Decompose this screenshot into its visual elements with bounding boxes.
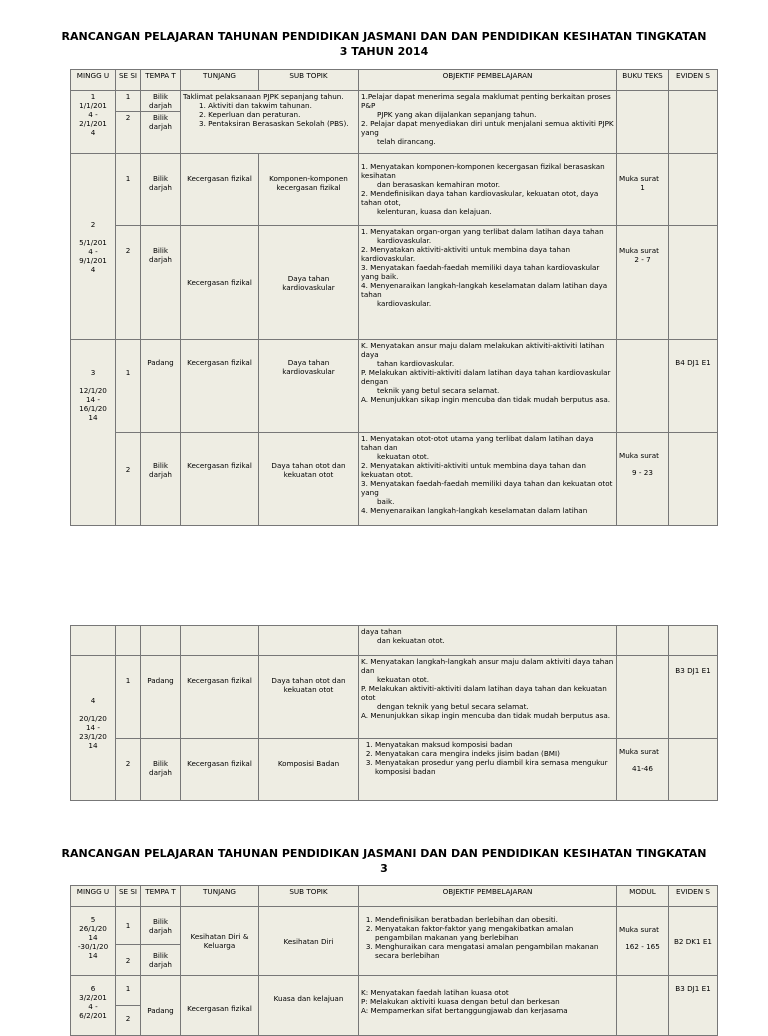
tempat-cell: Bilik darjah: [141, 433, 181, 526]
objektif-text: 2. Menyatakan aktiviti-aktiviti untuk membina daya tahan dan kekuatan otot.: [361, 461, 586, 479]
table-row: [71, 739, 718, 801]
tempat-cell: Bilik darjah: [141, 907, 181, 945]
buku-cell: [617, 739, 669, 801]
objektif-text: tahan kardiovaskular.: [377, 359, 455, 368]
tempat-cell: Bilik darjah: [141, 226, 181, 340]
objektif-text: K. Menyatakan langkah-langkah ansur maju dalam aktiviti daya tahan dan: [361, 657, 614, 675]
objektif-cell: [359, 626, 617, 656]
subtopik-cell: Daya tahan kardiovaskular: [259, 226, 359, 340]
subtopik-cell: Komponen-komponen kecergasan fizikal: [259, 154, 359, 226]
tempat-cell: Bilik darjah: [141, 154, 181, 226]
header-buku: BUKU TEKS: [617, 70, 669, 91]
header-eviden: EVIDEN S: [669, 886, 718, 907]
objektif-text: PJPK yang akan dijalankan sepanjang tahun.: [377, 110, 537, 119]
objektif-list: [361, 915, 614, 960]
week-date: 14: [88, 413, 98, 422]
week-date: 9/1/201: [79, 255, 107, 265]
week-cell: [71, 907, 116, 976]
objektif-text: kardiovaskular.: [377, 236, 432, 245]
objektif-text: K: Menyatakan faedah latihan kuasa otot: [361, 988, 509, 997]
week-cell: [71, 91, 116, 154]
header-modul: MODUL: [617, 886, 669, 907]
eviden-cell: [669, 626, 718, 656]
week-cell: [71, 656, 116, 801]
header-row: [71, 70, 718, 91]
table-row: [71, 976, 718, 1006]
sesi-cell: [116, 626, 141, 656]
week-date: 23/1/20: [79, 732, 107, 741]
tunjang-text: 3. Pentaksiran Berasaskan Sekolah (PBS).: [199, 119, 349, 128]
objektif-text: 4. Menyenaraikan langkah-langkah keselamatan dalam latihan daya tahan: [361, 281, 608, 299]
table-row: [71, 907, 718, 945]
modul-cell: [617, 907, 669, 976]
buku-cell: [617, 626, 669, 656]
modul-cell: [617, 976, 669, 1036]
header-subtopik: SUB TOPIK: [259, 886, 359, 907]
tunjang-text: 2. Keperluan dan peraturan.: [199, 110, 301, 119]
week-number: 6: [90, 984, 96, 993]
week-date: 4 -: [88, 246, 98, 256]
objektif-cell: [359, 91, 617, 154]
header-minggu: MINGG U: [71, 70, 116, 91]
week-date: 4 -: [88, 110, 98, 119]
objektif-cell: [359, 739, 617, 801]
header-sesi: SE SI: [116, 70, 141, 91]
sesi-cell: 1: [116, 656, 141, 739]
objektif-cell: [359, 976, 617, 1036]
subtopik-cell: Kesihatan Diri: [259, 907, 359, 976]
objektif-text: 1.Pelajar dapat menerima segala maklumat penting berkaitan proses P&P: [361, 92, 611, 110]
table-row: [71, 433, 718, 526]
week-number: 4: [90, 696, 96, 705]
objektif-text: P: Melakukan aktiviti kuasa dengan betul dan berkesan: [361, 997, 560, 1006]
sesi-cell: 1: [116, 907, 141, 945]
buku-cell: [617, 340, 669, 433]
table-row: [71, 91, 718, 112]
buku-cell: [617, 226, 669, 340]
tunjang-cell: Kesihatan Diri & Keluarga: [181, 907, 259, 976]
buku-page: 9 - 23: [632, 468, 653, 477]
week-date: 2/1/201: [79, 119, 107, 128]
tunjang-cell: [181, 91, 359, 154]
tunjang-cell: Kecergasan fizikal: [181, 340, 259, 433]
subtopik-cell: Daya tahan otot dan kekuatan otot: [259, 656, 359, 739]
sesi-cell: 1: [116, 154, 141, 226]
objektif-text: 4. Menyenaraikan langkah-langkah keselamatan dalam latihan: [361, 506, 588, 515]
week-date: 3/2/201: [79, 993, 107, 1002]
table-row: [71, 626, 718, 656]
list-item: 2. Menyatakan cara mengira indeks jisim badan (BMI): [375, 749, 614, 758]
tunjang-cell: Kecergasan fizikal: [181, 656, 259, 739]
buku-text: Muka surat: [619, 451, 659, 460]
objektif-text: 3. Menyatakan faedah-faedah memiliki daya tahan dan kekuatan otot yang: [361, 479, 613, 497]
tempat-cell: Bilik darjah: [141, 739, 181, 801]
title-line-1: RANCANGAN PELAJARAN TAHUNAN PENDIDIKAN JASMANI DAN DAN PENDIDIKAN KESIHATAN TINGKATAN: [61, 30, 707, 43]
objektif-text: baik.: [377, 497, 395, 506]
page-title: [60, 29, 708, 59]
subtopik-cell: Komposisi Badan: [259, 739, 359, 801]
buku-page: 1: [640, 183, 645, 192]
week-date: 16/1/20: [79, 404, 107, 413]
week-date: 14: [88, 741, 98, 750]
tempat-cell: Padang: [141, 976, 181, 1036]
lesson-plan-table-2: [70, 625, 718, 801]
table-row: [71, 154, 718, 226]
tempat-cell: Bilik darjah: [141, 112, 181, 154]
week-number: 5: [90, 915, 96, 924]
eviden-cell: [669, 91, 718, 154]
objektif-text: kelenturan, kuasa dan kelajuan.: [377, 207, 492, 216]
objektif-text: P. Melakukan aktiviti-aktiviti dalam latihan daya tahan kardiovaskular dengan: [361, 368, 611, 386]
week-cell: [71, 340, 116, 526]
buku-cell: [617, 656, 669, 739]
header-tempat: TEMPA T: [141, 886, 181, 907]
sesi-cell: 1: [116, 340, 141, 433]
objektif-text: 2. Pelajar dapat menyediakan diri untuk menjalani semua aktiviti PJPK yang: [361, 119, 614, 137]
week-date: 4: [90, 264, 96, 274]
title-line-2: 3 TAHUN 2014: [339, 45, 429, 58]
week-cell: [71, 154, 116, 340]
header-row: [71, 886, 718, 907]
subtopik-cell: Kuasa dan kelajuan: [259, 976, 359, 1036]
list-item: 1. Mendefinisikan beratbadan berlebihan dan obesiti.: [375, 915, 614, 924]
objektif-cell: [359, 656, 617, 739]
week-cell: [71, 976, 116, 1036]
tempat-cell: Bilik darjah: [141, 91, 181, 112]
week-date: 5/1/201: [79, 237, 107, 247]
header-minggu: MINGG U: [71, 886, 116, 907]
objektif-text: telah dirancang.: [377, 137, 436, 146]
header-tunjang: TUNJANG: [181, 886, 259, 907]
week-date: 20/1/20: [79, 714, 107, 723]
objektif-cell: [359, 433, 617, 526]
objektif-text: daya tahan: [361, 627, 402, 636]
table-row: [71, 656, 718, 739]
buku-page: 2 - 7: [634, 255, 651, 264]
tempat-cell: Padang: [141, 340, 181, 433]
eviden-cell: [669, 739, 718, 801]
buku-page: 41-46: [632, 764, 653, 773]
list-item: 1. Menyatakan maksud komposisi badan: [375, 740, 614, 749]
eviden-cell: B3 DJ1 E1: [669, 976, 718, 1036]
tempat-cell: Padang: [141, 656, 181, 739]
tempat-cell: [141, 626, 181, 656]
eviden-cell: B3 DJ1 E1: [669, 656, 718, 739]
sesi-cell: 1: [116, 976, 141, 1006]
tunjang-cell: Kecergasan fizikal: [181, 226, 259, 340]
sesi-cell: 2: [116, 112, 141, 154]
week-date: 14: [88, 951, 98, 960]
objektif-text: K. Menyatakan ansur maju dalam melakukan aktiviti-aktiviti latihan daya: [361, 341, 605, 359]
objektif-text: 1. Menyatakan organ-organ yang terlibat dalam latihan daya tahan: [361, 227, 604, 236]
tunjang-cell: Kecergasan fizikal: [181, 976, 259, 1036]
tunjang-cell: Kecergasan fizikal: [181, 154, 259, 226]
week-date: 14 -: [85, 395, 101, 404]
objektif-text: 1. Menyatakan otot-otot utama yang terlibat dalam latihan daya tahan dan: [361, 434, 594, 452]
objektif-text: dan kekuatan otot.: [377, 636, 445, 645]
week-date: 4 -: [88, 1002, 98, 1011]
table-row: [71, 340, 718, 433]
header-tempat: TEMPA T: [141, 70, 181, 91]
table-row: [71, 226, 718, 340]
sesi-cell: 2: [116, 945, 141, 976]
objektif-text: A. Menunjukkan sikap ingin mencuba dan tidak mudah berputus asa.: [361, 711, 611, 720]
buku-text: Muka surat: [619, 747, 659, 756]
week-date: 1/1/201: [79, 101, 107, 110]
objektif-text: dan berasaskan kemahiran motor.: [377, 180, 501, 189]
sesi-cell: 2: [116, 1006, 141, 1036]
tunjang-cell: Kecergasan fizikal: [181, 433, 259, 526]
objektif-text: 1. Menyatakan komponen-komponen kecergasan fizikal berasaskan kesihatan: [361, 162, 605, 180]
sesi-cell: 1: [116, 91, 141, 112]
modul-page: 162 - 165: [625, 942, 660, 951]
header-objektif: OBJEKTIF PEMBELAJARAN: [359, 886, 617, 907]
lesson-plan-table-3: [70, 885, 718, 1036]
objektif-list: [361, 740, 614, 776]
objektif-text: 2. Mendefinisikan daya tahan kardiovaskular, kekuatan otot, daya tahan otot,: [361, 189, 599, 207]
week-number: 3: [90, 368, 96, 377]
week-date: 26/1/20: [79, 924, 107, 933]
sesi-cell: 2: [116, 226, 141, 340]
objektif-text: dengan teknik yang betul secara selamat.: [377, 702, 529, 711]
header-tunjang: TUNJANG: [181, 70, 259, 91]
page-title-2: [60, 846, 708, 876]
objektif-text: teknik yang betul secara selamat.: [377, 386, 500, 395]
week-date: 14: [88, 933, 98, 942]
week-date: 14 -: [85, 723, 101, 732]
subtopik-cell: Daya tahan kardiovaskular: [259, 340, 359, 433]
eviden-cell: B2 DK1 E1: [669, 907, 718, 976]
buku-text: Muka surat: [619, 174, 659, 183]
week-date: 12/1/20: [79, 386, 107, 395]
eviden-cell: [669, 226, 718, 340]
header-objektif: OBJEKTIF PEMBELAJARAN: [359, 70, 617, 91]
modul-text: Muka surat: [619, 925, 659, 934]
week-date: 4: [90, 128, 96, 137]
week-date: -30/1/20: [77, 942, 109, 951]
objektif-text: 2. Menyatakan aktiviti-aktiviti untuk membina daya tahan kardiovaskular.: [361, 245, 571, 263]
objektif-text: P. Melakukan aktiviti-aktiviti dalam latihan daya tahan dan kekuatan otot: [361, 684, 607, 702]
buku-cell: [617, 154, 669, 226]
buku-text: Muka surat: [619, 246, 659, 255]
tunjang-cell: [181, 626, 259, 656]
tempat-cell: Bilik darjah: [141, 945, 181, 976]
header-sesi: SE SI: [116, 886, 141, 907]
title-line-2: 3: [380, 862, 388, 875]
objektif-cell: [359, 154, 617, 226]
eviden-cell: [669, 433, 718, 526]
tunjang-cell: Kecergasan fizikal: [181, 739, 259, 801]
list-item: 3. Menyatakan prosedur yang perlu diambil kira semasa mengukur komposisi badan: [375, 758, 614, 776]
header-subtopik: SUB TOPIK: [259, 70, 359, 91]
buku-cell: [617, 91, 669, 154]
objektif-text: A: Mempamerkan sifat bertanggungjawab dan kerjasama: [361, 1006, 568, 1015]
week-cell: [71, 626, 116, 656]
header-eviden: EVIDEN S: [669, 70, 718, 91]
eviden-cell: B4 DJ1 E1: [669, 340, 718, 433]
subtopik-cell: Daya tahan otot dan kekuatan otot: [259, 433, 359, 526]
eviden-cell: [669, 154, 718, 226]
objektif-text: kekuatan otot.: [377, 675, 430, 684]
list-item: 3. Menghuraikan cara mengatasi amalan pengambilan makanan secara berlebihan: [375, 942, 614, 960]
objektif-text: A. Menunjukkan sikap ingin mencuba dan tidak mudah berputus asa.: [361, 395, 611, 404]
week-number: 2: [90, 219, 96, 229]
sesi-cell: 2: [116, 739, 141, 801]
sesi-cell: 2: [116, 433, 141, 526]
objektif-cell: [359, 226, 617, 340]
subtopik-cell: [259, 626, 359, 656]
tunjang-text: Taklimat pelaksanaan PJPK sepanjang tahun.: [183, 92, 344, 101]
title-line-1: RANCANGAN PELAJARAN TAHUNAN PENDIDIKAN JASMANI DAN DAN PENDIDIKAN KESIHATAN TINGKATAN: [61, 847, 707, 860]
lesson-plan-table-1: [70, 69, 718, 526]
objektif-text: 3. Menyatakan faedah-faedah memiliki daya tahan kardiovaskular yang baik.: [361, 263, 600, 281]
objektif-text: kekuatan otot.: [377, 452, 430, 461]
week-date: 6/2/201: [79, 1011, 107, 1020]
tunjang-text: 1. Aktiviti dan takwim tahunan.: [199, 101, 312, 110]
week-number: 1: [90, 92, 96, 101]
objektif-cell: [359, 907, 617, 976]
objektif-cell: [359, 340, 617, 433]
objektif-text: kardiovaskular.: [377, 299, 432, 308]
buku-cell: [617, 433, 669, 526]
list-item: 2. Menyatakan faktor-faktor yang mengakibatkan amalan pengambilan makanan yang berlebihan: [375, 924, 614, 942]
